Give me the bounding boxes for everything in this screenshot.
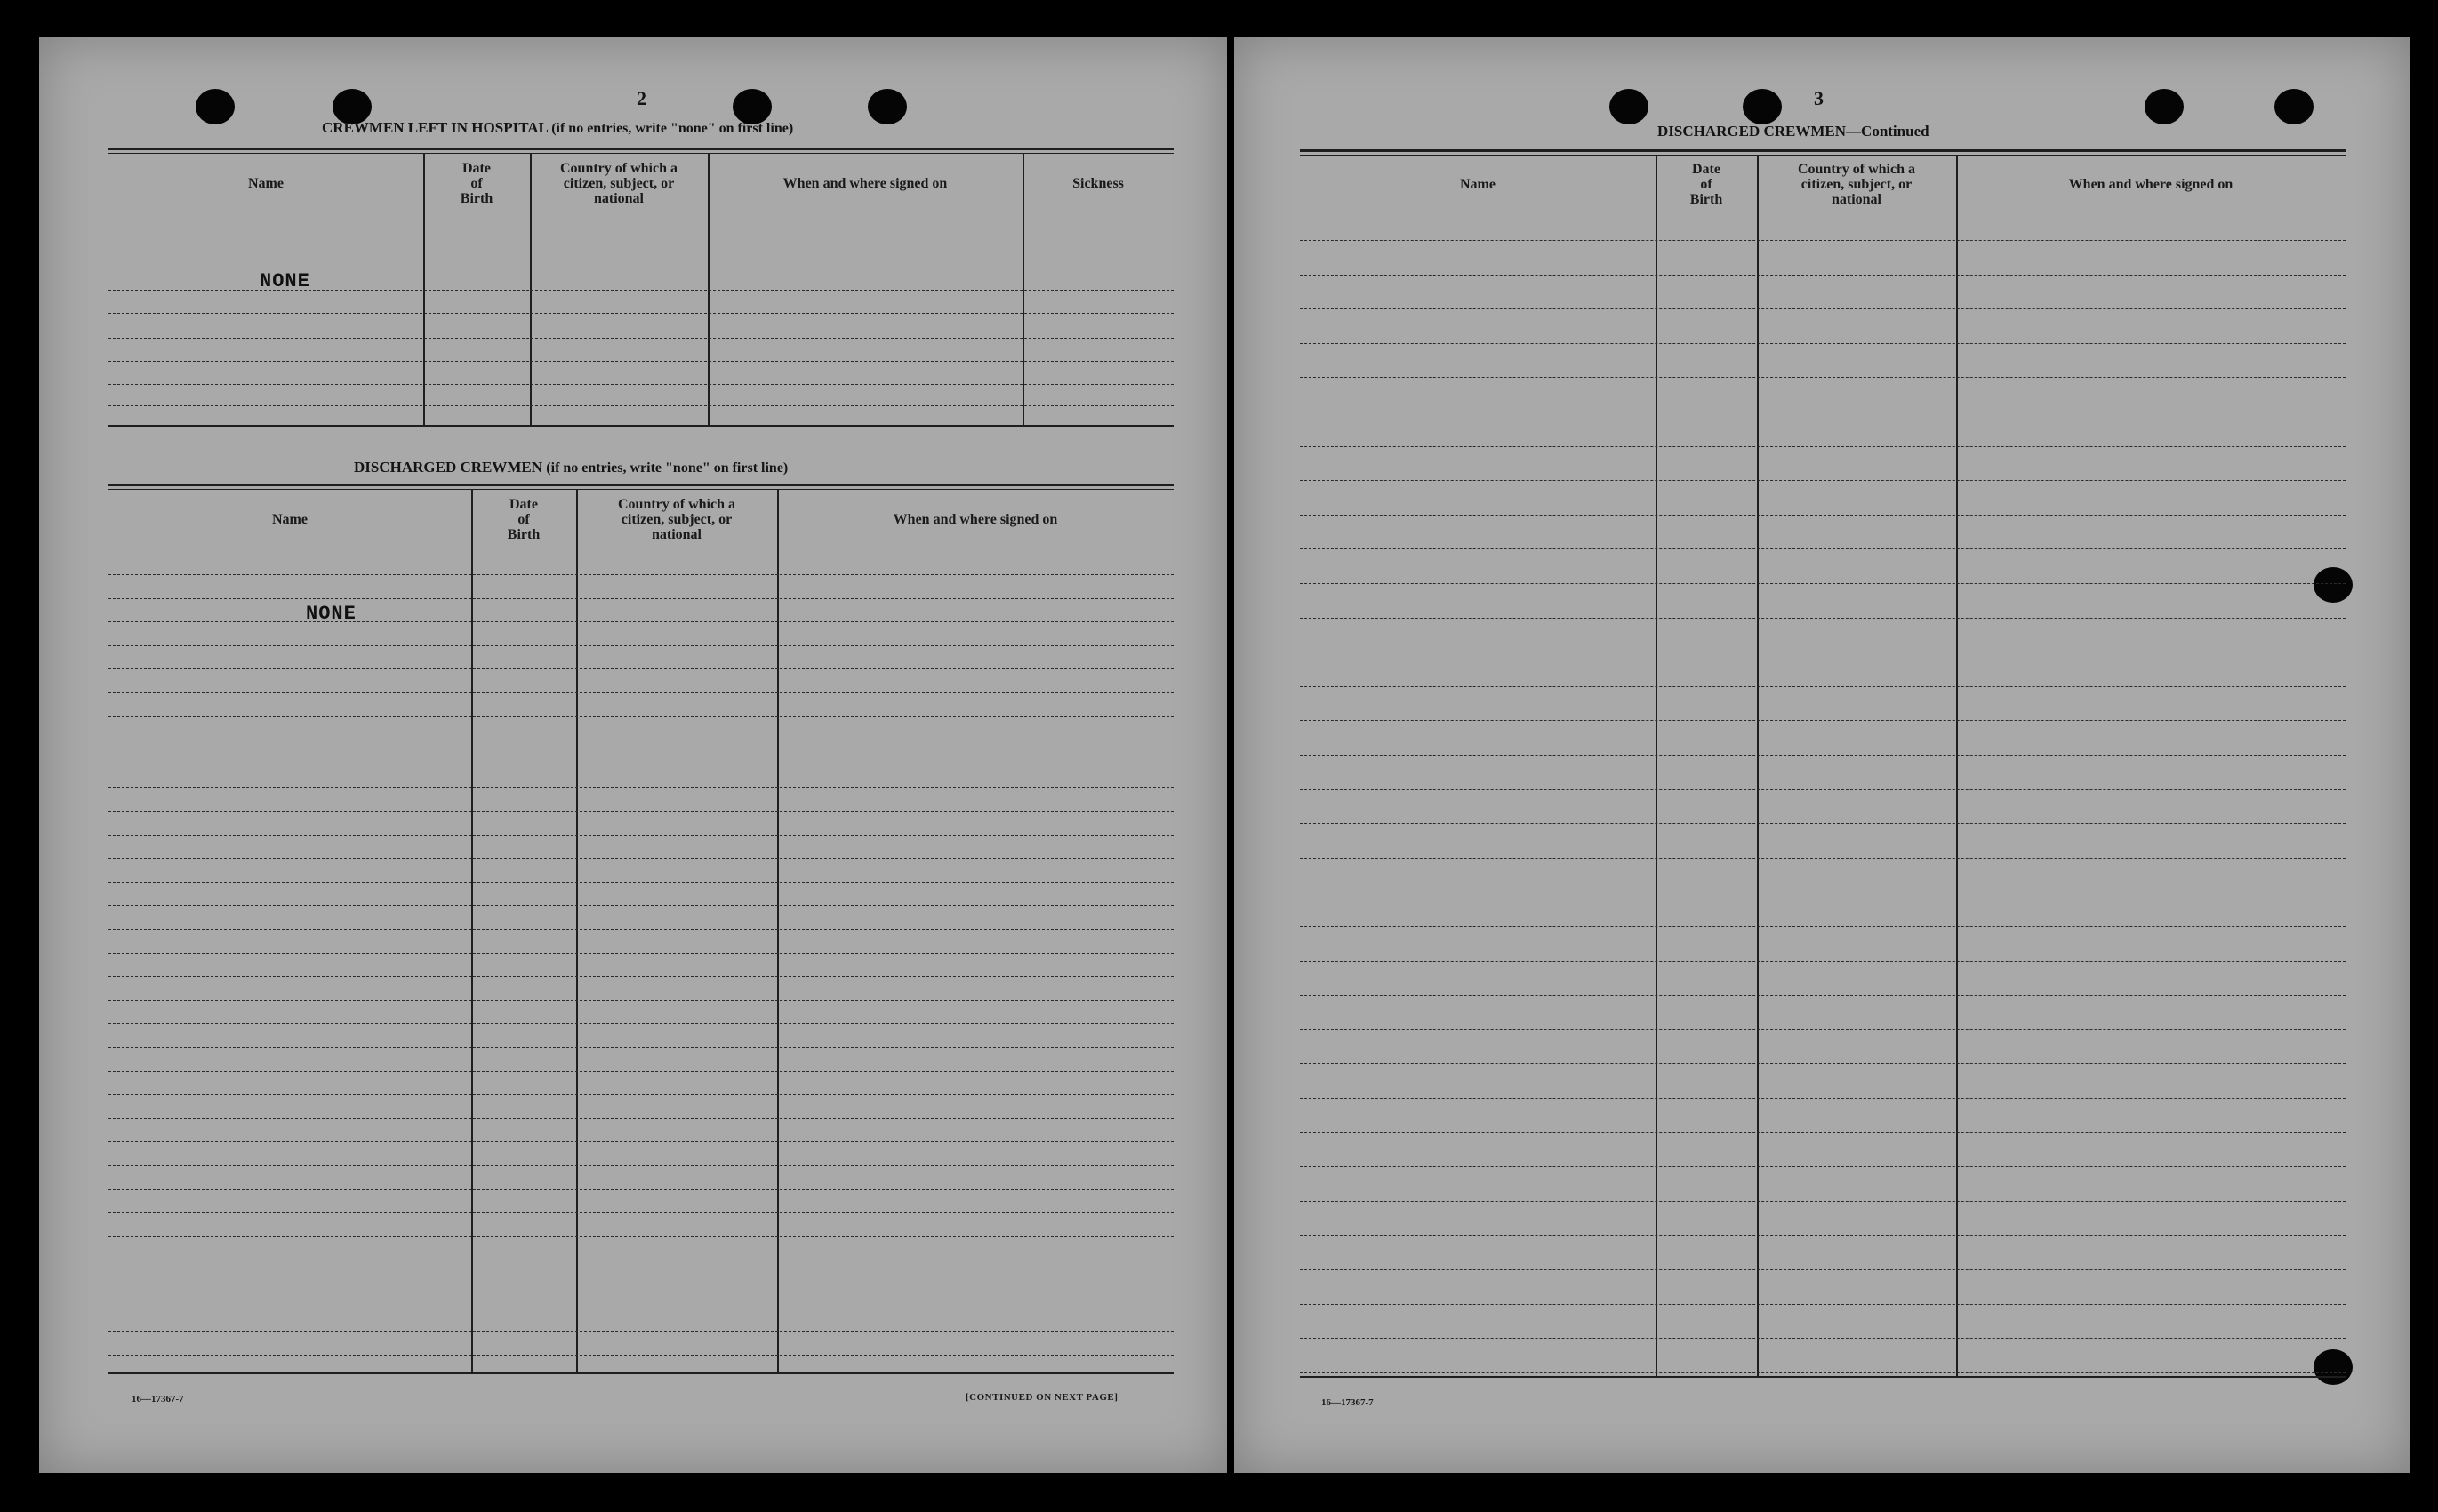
ruled-line bbox=[1300, 686, 2346, 687]
header-name: Name bbox=[272, 511, 308, 527]
ruled-line bbox=[1300, 755, 2346, 756]
ruled-line bbox=[1300, 1063, 2346, 1064]
ruled-line bbox=[108, 1094, 1174, 1095]
header-date-of-birth: Date of Birth bbox=[460, 160, 493, 206]
ruled-line bbox=[108, 1355, 1174, 1356]
ruled-line bbox=[1300, 1166, 2346, 1167]
header-country: Country of which a citizen, subject, or national bbox=[1797, 161, 1915, 207]
header-signed-on: When and where signed on bbox=[2068, 176, 2233, 192]
ruled-line bbox=[108, 929, 1174, 930]
hospital-entry-none: NONE bbox=[260, 270, 310, 292]
left-page bbox=[39, 37, 1227, 1473]
punch-hole bbox=[1743, 89, 1782, 124]
ruled-line bbox=[108, 787, 1174, 788]
ruled-line bbox=[108, 1023, 1174, 1024]
form-code: 16—17367-7 bbox=[1321, 1397, 1374, 1408]
ruled-line bbox=[1300, 961, 2346, 962]
ruled-line bbox=[1300, 515, 2346, 516]
ruled-line bbox=[1300, 480, 2346, 481]
ruled-line bbox=[108, 905, 1174, 906]
ruled-line bbox=[108, 835, 1174, 836]
ruled-line bbox=[1300, 995, 2346, 996]
ruled-line bbox=[1300, 1029, 2346, 1030]
header-signed-on: When and where signed on bbox=[893, 511, 1058, 527]
ruled-line bbox=[1300, 308, 2346, 309]
ruled-line bbox=[1300, 1304, 2346, 1305]
ruled-line bbox=[108, 1331, 1174, 1332]
ruled-line bbox=[108, 1047, 1174, 1048]
header-name: Name bbox=[1460, 176, 1496, 192]
ruled-line bbox=[1300, 789, 2346, 790]
punch-hole bbox=[868, 89, 907, 124]
header-country: Country of which a citizen, subject, or national bbox=[559, 160, 678, 206]
ruled-line bbox=[1300, 1235, 2346, 1236]
ruled-line bbox=[108, 645, 1174, 646]
header-name: Name bbox=[248, 175, 284, 191]
discharged-title-note: (if no entries, write "none" on first line) bbox=[546, 460, 789, 476]
ruled-line bbox=[1300, 720, 2346, 721]
discharged-title-text: DISCHARGED CREWMEN bbox=[354, 459, 543, 476]
ruled-line bbox=[1300, 1269, 2346, 1270]
ruled-line bbox=[1300, 275, 2346, 276]
discharged-continued-table bbox=[1300, 149, 2346, 1376]
ruled-line bbox=[1300, 1372, 2346, 1373]
ruled-line bbox=[108, 1000, 1174, 1001]
ruled-line bbox=[1300, 343, 2346, 344]
ruled-line bbox=[108, 1189, 1174, 1190]
ruled-line bbox=[108, 811, 1174, 812]
ruled-line bbox=[108, 1141, 1174, 1142]
ruled-line bbox=[108, 716, 1174, 717]
ruled-line bbox=[1300, 1098, 2346, 1099]
ruled-line bbox=[108, 1165, 1174, 1166]
right-page bbox=[1234, 37, 2410, 1473]
punch-hole bbox=[196, 89, 235, 124]
hospital-title-note: (if no entries, write "none" on first line) bbox=[551, 121, 794, 136]
ruled-line bbox=[1300, 446, 2346, 447]
ruled-line bbox=[1300, 583, 2346, 584]
hospital-section-title bbox=[322, 119, 793, 137]
hospital-table bbox=[108, 148, 1174, 425]
header-signed-on: When and where signed on bbox=[782, 175, 948, 191]
discharged-table bbox=[108, 484, 1174, 1372]
ruled-line bbox=[108, 574, 1174, 575]
ruled-line bbox=[108, 1118, 1174, 1119]
ruled-line bbox=[1300, 240, 2346, 241]
ruled-line bbox=[108, 668, 1174, 669]
ruled-line bbox=[1300, 1338, 2346, 1339]
discharged-entry-none: NONE bbox=[306, 603, 357, 625]
ruled-line bbox=[108, 953, 1174, 954]
ruled-line bbox=[1300, 823, 2346, 824]
header-country: Country of which a citizen, subject, or national bbox=[617, 496, 735, 542]
ruled-line bbox=[108, 1212, 1174, 1213]
punch-hole bbox=[2145, 89, 2184, 124]
ruled-line bbox=[108, 1236, 1174, 1237]
header-date-of-birth: Date of Birth bbox=[1689, 161, 1723, 207]
continued-section-title: DISCHARGED CREWMEN—Continued bbox=[1657, 123, 1929, 140]
ruled-line bbox=[108, 598, 1174, 599]
ruled-line bbox=[108, 882, 1174, 883]
form-code: 16—17367-7 bbox=[132, 1394, 184, 1404]
page-number: 3 bbox=[1814, 87, 1824, 109]
punch-hole bbox=[1609, 89, 1648, 124]
ruled-line bbox=[108, 1071, 1174, 1072]
ruled-line bbox=[1300, 618, 2346, 619]
ruled-line bbox=[1300, 1132, 2346, 1133]
ruled-line bbox=[1300, 858, 2346, 859]
ruled-line bbox=[108, 858, 1174, 859]
page-number: 2 bbox=[637, 87, 646, 109]
hospital-title-text: CREWMEN LEFT IN HOSPITAL bbox=[322, 119, 548, 136]
punch-hole bbox=[2274, 89, 2314, 124]
header-date-of-birth: Date of Birth bbox=[507, 496, 541, 542]
ruled-line bbox=[108, 976, 1174, 977]
discharged-section-title bbox=[354, 459, 788, 476]
ruled-line bbox=[1300, 548, 2346, 549]
ruled-line bbox=[1300, 377, 2346, 378]
ruled-line bbox=[108, 692, 1174, 693]
continued-notice: [CONTINUED ON NEXT PAGE] bbox=[966, 1392, 1119, 1403]
ruled-line bbox=[1300, 926, 2346, 927]
ruled-line bbox=[1300, 1201, 2346, 1202]
header-sickness: Sickness bbox=[1072, 175, 1124, 191]
ruled-line bbox=[108, 621, 1174, 622]
